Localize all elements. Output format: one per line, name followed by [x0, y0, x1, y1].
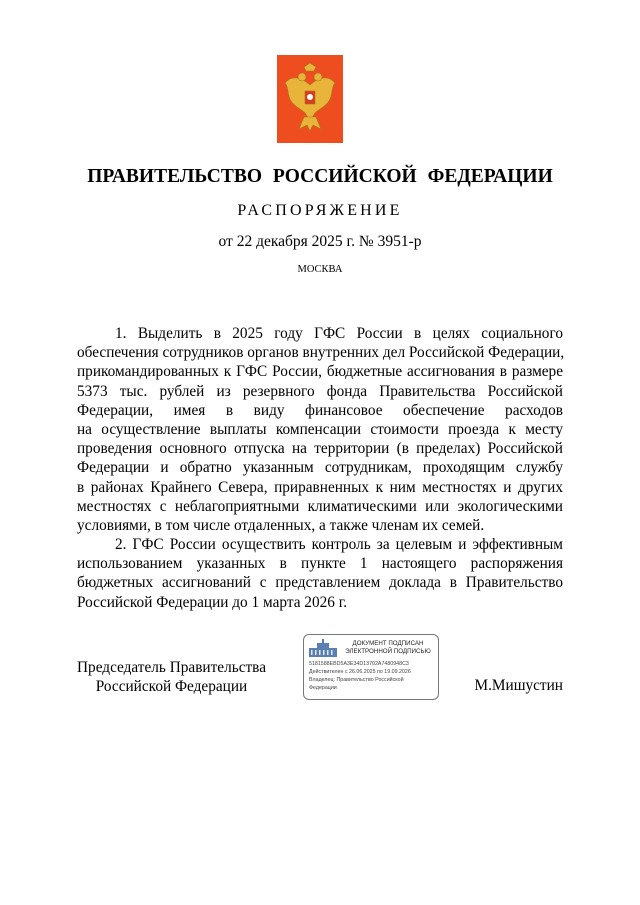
certificate-validity: Действителен с 26.06.2025 по 19.09.2026 [309, 669, 411, 675]
document-kind: РАСПОРЯЖЕНИЕ [237, 202, 403, 219]
certificate-owner-line2: Федерации [309, 685, 337, 691]
document-city: МОСКВА [297, 264, 343, 275]
text-line: Федерации, имея в виду финансовое обеспечение расходов [77, 401, 563, 419]
text-line: 1. Выделить в 2025 году ГФС России в целях социального [115, 325, 563, 342]
text-line: в районах Крайнего Севера, приравненных к ним местностях и других [77, 478, 563, 496]
government-building-icon [309, 639, 337, 657]
stamp-info [309, 660, 411, 692]
paragraph-2 [77, 535, 563, 612]
signatory-position [77, 658, 266, 696]
text-line: 5373 тыс. рублей из резервного фонда Правительства Российской [77, 382, 563, 400]
text-line: прикомандированных к ГФС России, бюджетные ассигнования в размере [77, 363, 563, 381]
signatory-position-line1: Председатель Правительства [77, 659, 266, 676]
text-line: местностях с неблагоприятными климатическими или экологическими [77, 497, 563, 515]
stamp-heading-line2: ЭЛЕКТРОННОЙ ПОДПИСЬЮ [345, 648, 431, 655]
double-headed-eagle-icon [277, 55, 343, 143]
coat-of-arms-emblem [277, 55, 343, 143]
text-line: проведения основного отпуска на территории (в пределах) Российской [77, 440, 563, 458]
certificate-owner-line1: Владелец: Правительство Российской [309, 677, 404, 683]
text-line: использованием указанных в пункте 1 настоящего распоряжения [77, 555, 563, 573]
government-title: ПРАВИТЕЛЬСТВО РОССИЙСКОЙ ФЕДЕРАЦИИ [87, 166, 553, 187]
stamp-heading-line1: ДОКУМЕНТ ПОДПИСАН [352, 640, 424, 647]
certificate-number: 5181588EBD5A3E34D13702A7480948C3 [309, 661, 409, 667]
text-line: Федерации и обратно указанным сотрудникам, проходящим службу [77, 459, 563, 477]
stamp-heading [342, 640, 434, 656]
text-line: бюджетных ассигнований с представлением доклада в Правительство [77, 574, 563, 592]
text-line: Российской Федерации до 1 марта 2026 г. [77, 593, 348, 611]
document-body [77, 324, 563, 612]
electronic-signature-stamp [303, 634, 439, 700]
paragraph-1 [77, 324, 563, 535]
signatory-name: М.Мишустин [474, 677, 563, 694]
text-line: обеспечения сотрудников органов внутренних дел Российской Федерации, [77, 344, 565, 362]
signatory-position-line2: Российской Федерации [95, 678, 248, 695]
text-line: на осуществление выплаты компенсации стоимости проезда к месту [77, 420, 563, 438]
document-date-number: от 22 декабря 2025 г. № 3951-р [218, 233, 422, 250]
text-line: условиями, в том числе отдаленных, а также членам их семей. [77, 516, 485, 534]
text-line: 2. ГФС России осуществить контроль за целевым и эффективным [115, 536, 563, 554]
